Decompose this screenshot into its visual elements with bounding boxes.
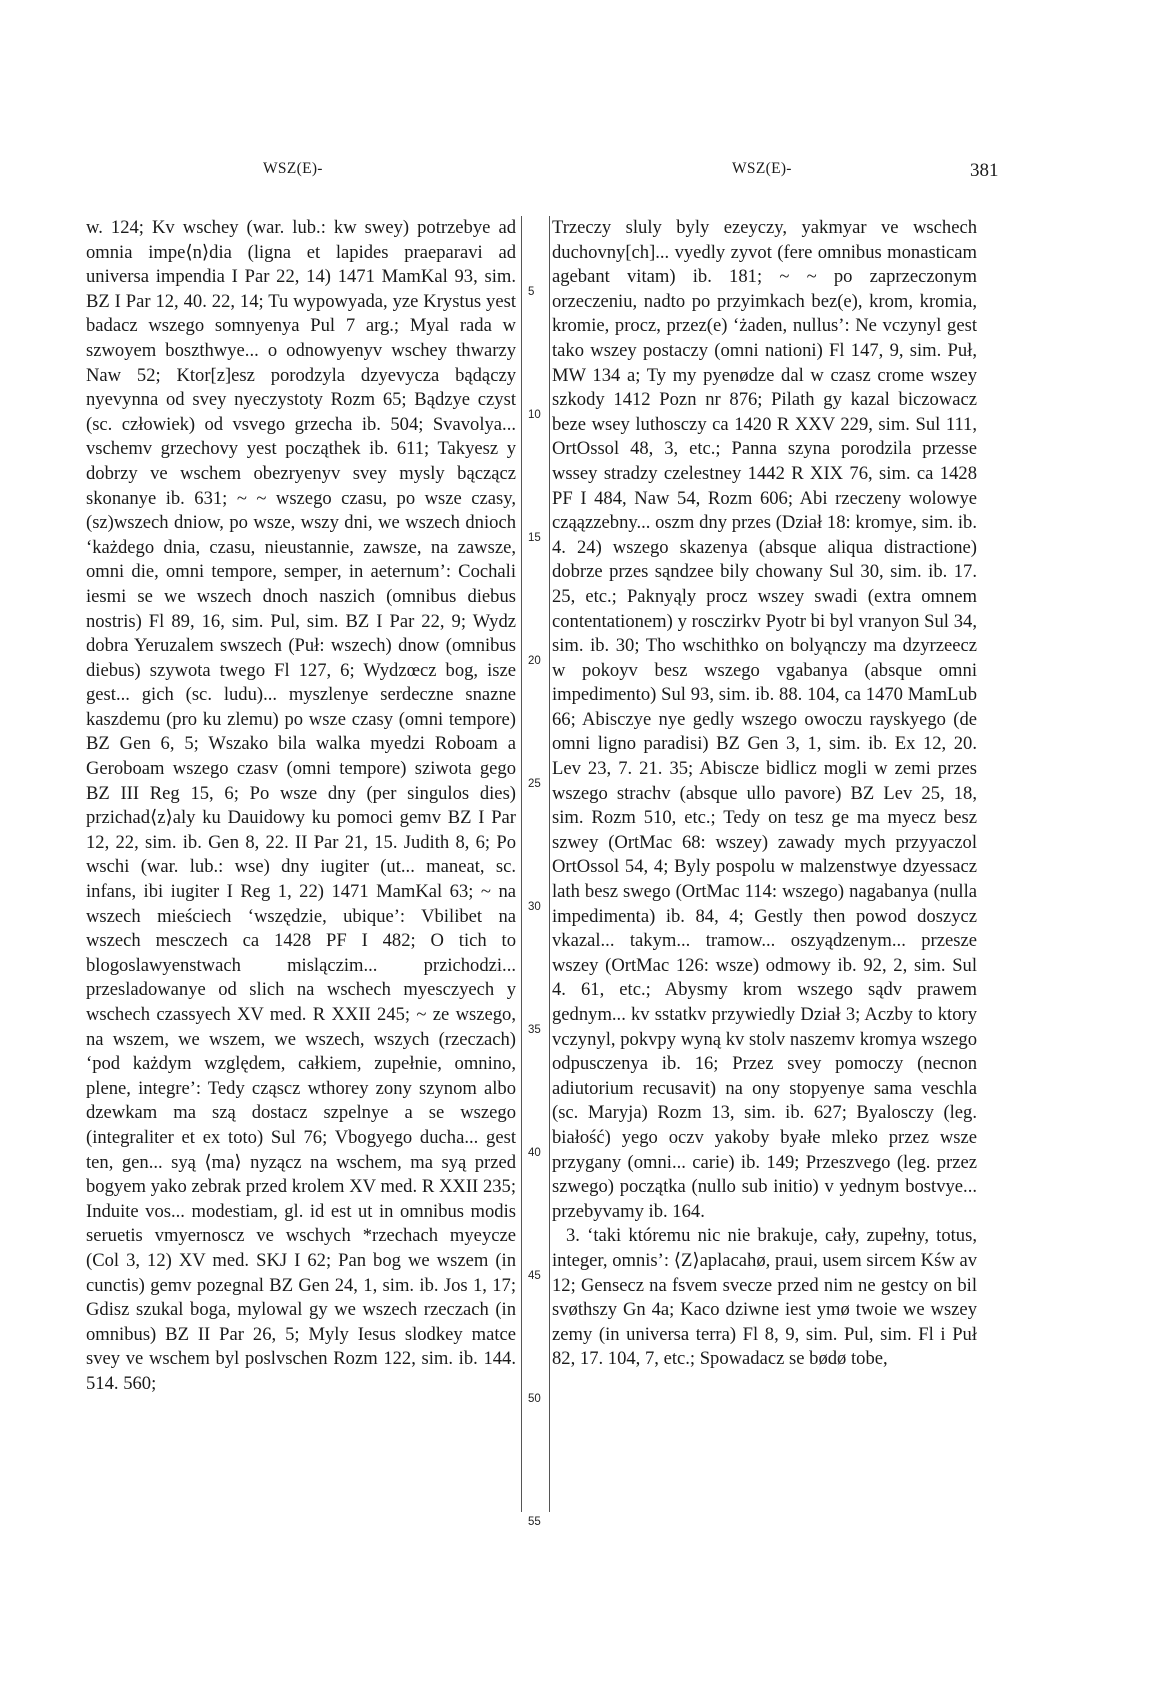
line-number: 15 bbox=[528, 532, 541, 544]
line-number: 40 bbox=[528, 1147, 541, 1159]
line-number: 45 bbox=[528, 1270, 541, 1282]
header-center-entry: WSZ(E)- bbox=[732, 160, 792, 177]
line-number: 50 bbox=[528, 1393, 541, 1405]
column-rule-right bbox=[549, 216, 550, 1512]
page-number: 381 bbox=[970, 160, 999, 181]
column-rule-left bbox=[521, 216, 522, 1512]
line-number: 35 bbox=[528, 1024, 541, 1036]
line-number: 10 bbox=[528, 409, 541, 421]
line-number: 55 bbox=[528, 1516, 541, 1528]
right-column bbox=[552, 216, 977, 1372]
entry-paragraph: 3. ‘taki któremu nic nie brakuje, cały, zupełny, totus, integer, omnis’: ⟨Z⟩aplacahø, praui, usem sircem Kśw av 12; Gensecz na fsvem svecze przed nim ne gestcy on bil svøthszy Gn 4a; Kaco dziwne iest ymø twoie we wszey zemy (in universa terra) Fl 8, 9, sim. Pul, sim. Fl i Puł 82, 17. 104, 7, etc.; Spowadacz se bødø tobe, bbox=[552, 1225, 977, 1370]
line-number: 20 bbox=[528, 655, 541, 667]
line-number: 25 bbox=[528, 778, 541, 790]
left-column bbox=[86, 216, 516, 1397]
header-left-entry: WSZ(E)- bbox=[263, 160, 323, 177]
line-number: 30 bbox=[528, 901, 541, 913]
entry-paragraph: Trzeczy sluly byly ezeyczy, yakmyar ve wschech duchovny[ch]... vyedly zyvot (fere omnibus monasticam agebant vitam) ib. 181; ~ ~ po zaprzeczonym orzeczeniu, nadto po przyimkach bez(e), krom, kromia, kromie, procz, przez(e) ‘żaden, nullus’: Ne vczynyl gest tako wszey postaczy (omni nationi) Fl 147, 9, sim. Puł, MW 134 a; Ty my pyenødze dal w czasz crome wszey szkody 1412 Pozn nr 876; Pilath gy kazal biczowacz beze wsey luthosczy ca 1420 R XXV 229, sim. Sul 111, OrtOssol 48, 3, etc.; Panna szyna porodzila przesse wssey stradzy czelestney 1442 R XIX 76, sim. ca 1428 PF I 484, Naw 54, Rozm 606; Abi rzeczeny wolowye cząązzebny... oszm dny przes (Dział 18: kromye, sim. ib. 4. 24) wszego skazenya (absque aliqua distractione) dobrze przes sąndzee bily chowany Sul 30, sim. ib. 17. 25, etc.; Paknyąly procz wszey swadi (extra omnem contentationem) y rosczirkv Pyotr bi byl vranyon Sul 34, sim. ib. 30; Tho wschithko on bolyąnczy ma dzyrzeecz w pokoyv besz wszego vgabanya (absque omni impedimento) Sul 93, sim. ib. 88. 104, ca 1470 MamLub 66; Abisczye nye gedly wszego owoczu rayskyego (de omni ligno paradisi) BZ Gen 3, 1, sim. ib. Ex 12, 20. Lev 23, 7. 21. 35; Abiscze bidlicz mogli w zemi przes wszego strachv (absque ullo pavore) BZ Lev 25, 18, sim. Rozm 510, etc.; Tedy on tesz ge ma myecz besz szwey (OrtMac 68: wszey) zawady mych przyyaczol OrtOssol 54, 4; Byly pospolu w malzenstwye dzyessacz lath besz swego (OrtMac 114: wszego) nagabanya (nulla impedimenta) ib. 84, 4; Gestly then powod doszycz vkazal... takym... tramow... oszyądzenym... przesze wszey (OrtMac 126: wsze) odmowy ib. 92, 2, sim. Sul 4. 61, etc.; Abysmy krom wszego sądv prawem gednym... kv sstatkv przywiedly Dział 3; Aczby to ktory vczynyl, pokvpy wyną kv stolv naszemv kromya wszego odpusczenya ib. 16; Przez svey pomoczy (necnon adiutorium recusavit) na ony stopyenye sama veschla (sc. Maryja) Rozm 13, sim. ib. 627; Byalosczy (leg. białość) yego oczv yakoby byałe mleko przez wsze przygany (omni... carie) ib. 149; Przeszvego (leg. przez szwego) początka (nullo sub initio) v yednym bostvye... przebyvamy ib. 164. bbox=[552, 217, 977, 1222]
entry-paragraph: w. 124; Kv wschey (war. lub.: kw swey) potrzebye ad omnia impe⟨n⟩dia (ligna et lapides praeparavi ad universa impendia I Par 22, 14) 1471 MamKal 93, sim. BZ I Par 12, 40. 22, 14; Tu wypowyada, yze Krystus yest badacz wszego somnyenya Pul 7 arg.; Myal rada w szwoyem boszthwye... o odnowyenyv wschey thwarzy Naw 52; Ktor[z]esz porodzyla dzyevycza bądączy nyevynna od svey nyeczystoty Rozm 65; Bądzye czyst (sc. człowiek) od vsvego grzecha ib. 504; Svavolya... vschemv grzechovy yest począthek ib. 611; Takyesz y dobrzy ve wschem obezryenyv svey mysly bączącz skonanye ib. 631; ~ ~ wszego czasu, po wsze czasy, (sz)wszech dniow, po wsze, wszy dni, we wszech dnioch ‘każdego dnia, czasu, nieustannie, zawsze, na zawsze, omni die, omni tempore, semper, in aeternum’: Cochali iesmi se we wszech dnoch naszich (omnibus diebus nostris) Fl 89, 16, sim. Pul, sim. BZ I Par 22, 9; Wydz dobra Yeruzalem swszech (Puł: wszech) dnow (omnibus diebus) szywota twego Fl 127, 6; Wydzœcz bog, isze gest... gich (sc. ludu)... myszlenye serdeczne snazne kaszdemu (pro ku zlemu) po wsze czasy (omni tempore) BZ Gen 6, 5; Wszako bila walka myedzi Roboam a Geroboam wszego czasv (omni tempore) sziwota gego BZ III Reg 15, 6; Po wsze dny (per singulos dies) przichad⟨z⟩aly ku Dauidowy ku pomoci gemv BZ I Par 12, 22, sim. ib. Gen 8, 22. II Par 21, 15. Judith 8, 6; Po wschi (war. lub.: wse) dny iugiter (ut... maneat, sc. infans, ibi iugiter I Reg 1, 22) 1471 MamKal 63; ~ na wszech mieściech ‘wszędzie, ubique’: Vbilibet na wszech mesczech ca 1428 PF I 482; O tich to blogoslawyenstwach mislączim... przichodzi... przesladowanye od slich na wschech myesczyech y wschech czassyech XV med. R XXII 245; ~ ze wszego, na wszem, we wszem, we wszech, wszych (rzeczach) ‘pod każdym względem, całkiem, zupełnie, omnino, plene, integre’: Tedy cząscz wthorey zony szynom albo dzewkam ma szą dostacz szpelnye a se wszego (integraliter et ex toto) Sul 76; Vbogyego ducha... gest ten, gen... syą ⟨ma⟩ nyzącz na wschem, ma syą przed bogyem yako zebrak przed krolem XV med. R XXII 235; Induite vos... modestiam, gl. id est ut in omnibus modis seruetis vmyernoscz ve wschych *rzechach myeycze (Col 3, 12) XV med. SKJ I 62; Pan bog we wszem (in cunctis) gemv pozegnal BZ Gen 24, 1, sim. ib. Jos 1, 17; Gdisz szukal boga, mylowal gy we wszech rzeczach (in omnibus) BZ II Par 26, 5; Myly Iesus slodkey matce svey ve wschem byl poslvschen Rozm 122, sim. ib. 144. 514. 560; bbox=[86, 217, 516, 1394]
line-number: 5 bbox=[528, 286, 535, 298]
